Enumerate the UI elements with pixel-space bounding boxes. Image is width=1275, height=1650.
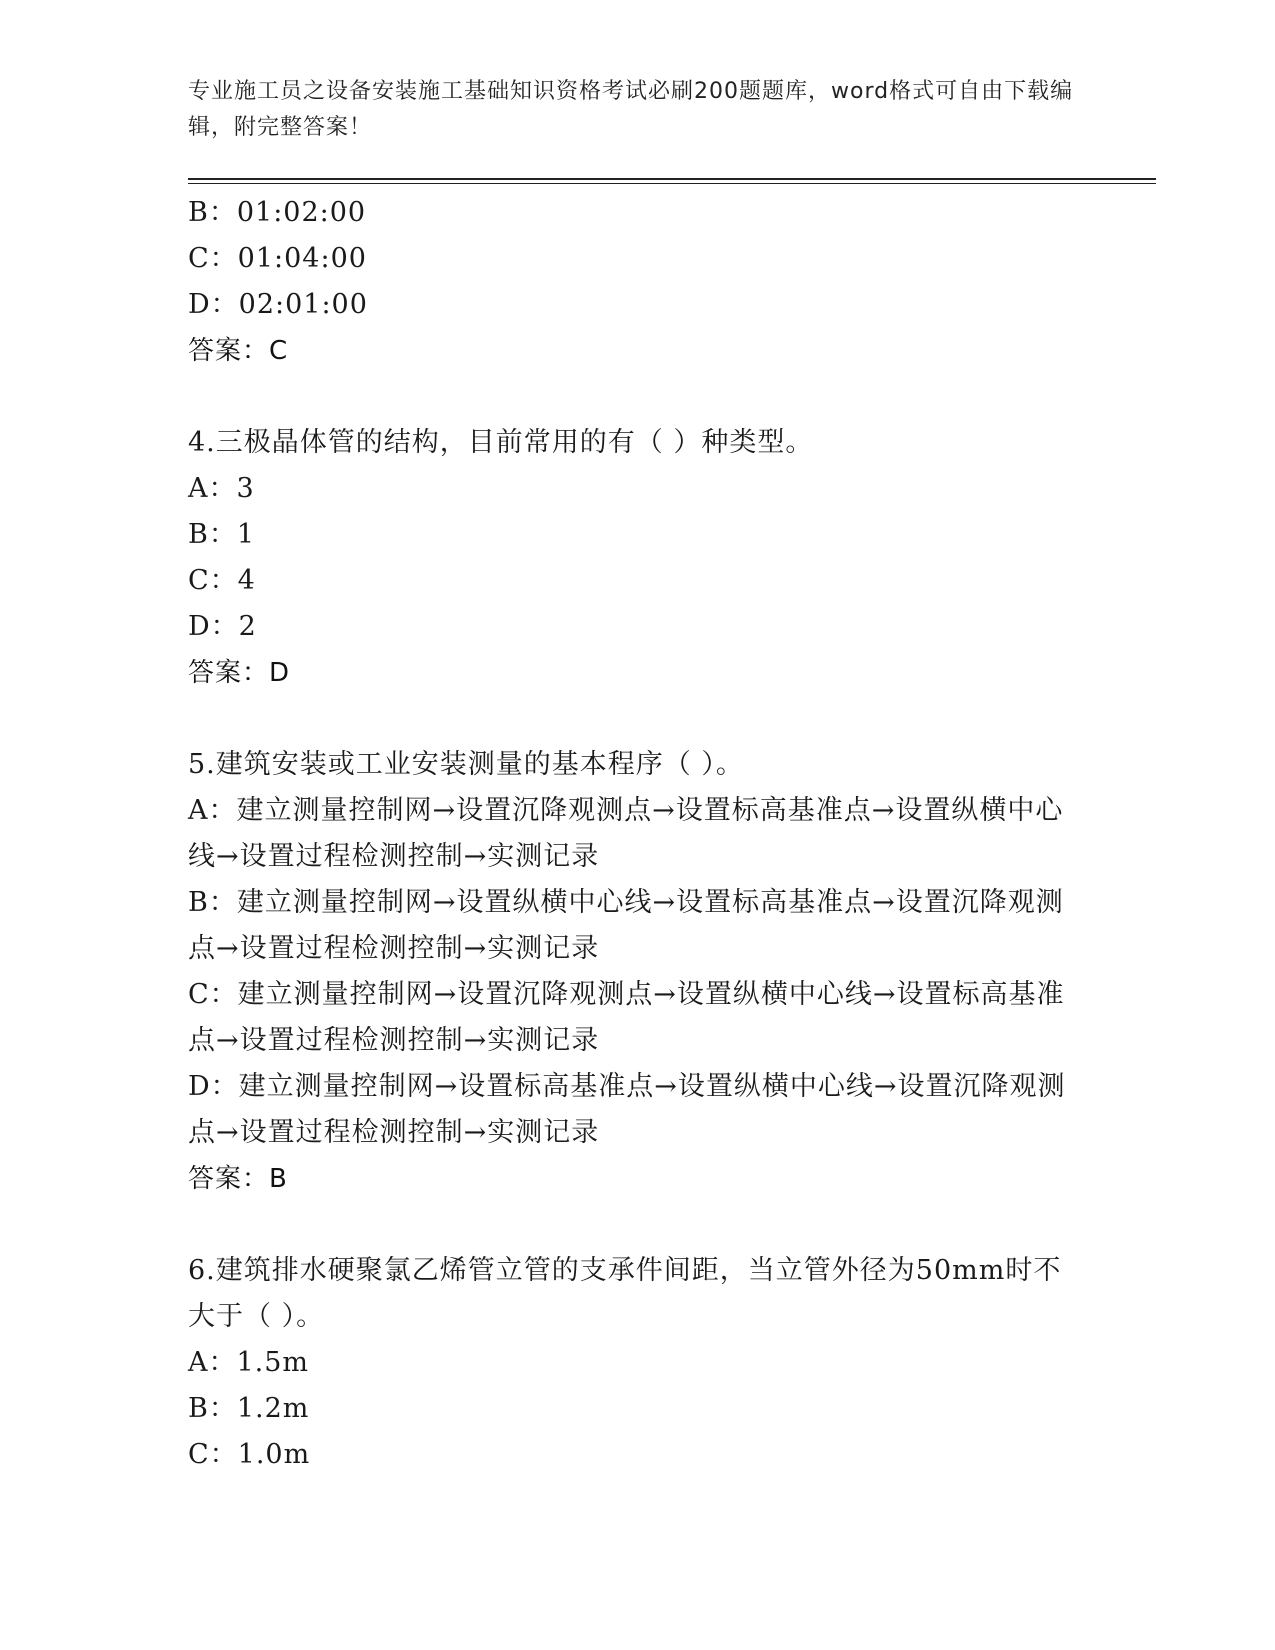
option-b: B：01:02:00 — [188, 197, 367, 228]
question-3 — [188, 190, 1088, 374]
question-text: 5.建筑安装或工业安装测量的基本程序（ ）。 — [188, 749, 744, 780]
question-4 — [188, 420, 1088, 696]
question-5 — [188, 742, 1088, 1202]
answer: 答案：D — [188, 658, 291, 688]
option-d: D：2 — [188, 611, 257, 642]
option-a: A：建立测量控制网→设置沉降观测点→设置标高基准点→设置纵横中心线→设置过程检测控制→实测记录 — [188, 795, 1064, 872]
option-c: C：4 — [188, 565, 256, 596]
spacer — [188, 696, 1088, 742]
question-list — [188, 190, 1088, 1478]
option-c: C：01:04:00 — [188, 243, 367, 274]
spacer — [188, 374, 1088, 420]
option-a: A：3 — [188, 473, 255, 504]
option-d: D：02:01:00 — [188, 289, 368, 320]
header-rule-top — [188, 178, 1156, 180]
question-text: 4.三极晶体管的结构，目前常用的有（ ）种类型。 — [188, 427, 814, 458]
answer: 答案：B — [188, 1164, 288, 1194]
answer: 答案：C — [188, 336, 289, 366]
option-d: D：建立测量控制网→设置标高基准点→设置纵横中心线→设置沉降观测点→设置过程检测控制→实测记录 — [188, 1071, 1066, 1148]
spacer — [188, 1202, 1088, 1248]
option-c: C：1.0m — [188, 1439, 311, 1470]
question-6 — [188, 1248, 1088, 1478]
option-b: B：1.2m — [188, 1393, 310, 1424]
option-b: B：建立测量控制网→设置纵横中心线→设置标高基准点→设置沉降观测点→设置过程检测控制→实测记录 — [188, 887, 1064, 964]
option-b: B：1 — [188, 519, 256, 550]
page-header: 专业施工员之设备安装施工基础知识资格考试必刷200题题库，word格式可自由下载编辑，附完整答案！ — [188, 79, 1074, 140]
option-a: A：1.5m — [188, 1347, 310, 1378]
question-text: 6.建筑排水硬聚氯乙烯管立管的支承件间距，当立管外径为50mm时不大于（ ）。 — [188, 1255, 1062, 1332]
option-c: C：建立测量控制网→设置沉降观测点→设置纵横中心线→设置标高基准点→设置过程检测控制→实测记录 — [188, 979, 1065, 1056]
header-rule-bottom — [188, 183, 1156, 184]
